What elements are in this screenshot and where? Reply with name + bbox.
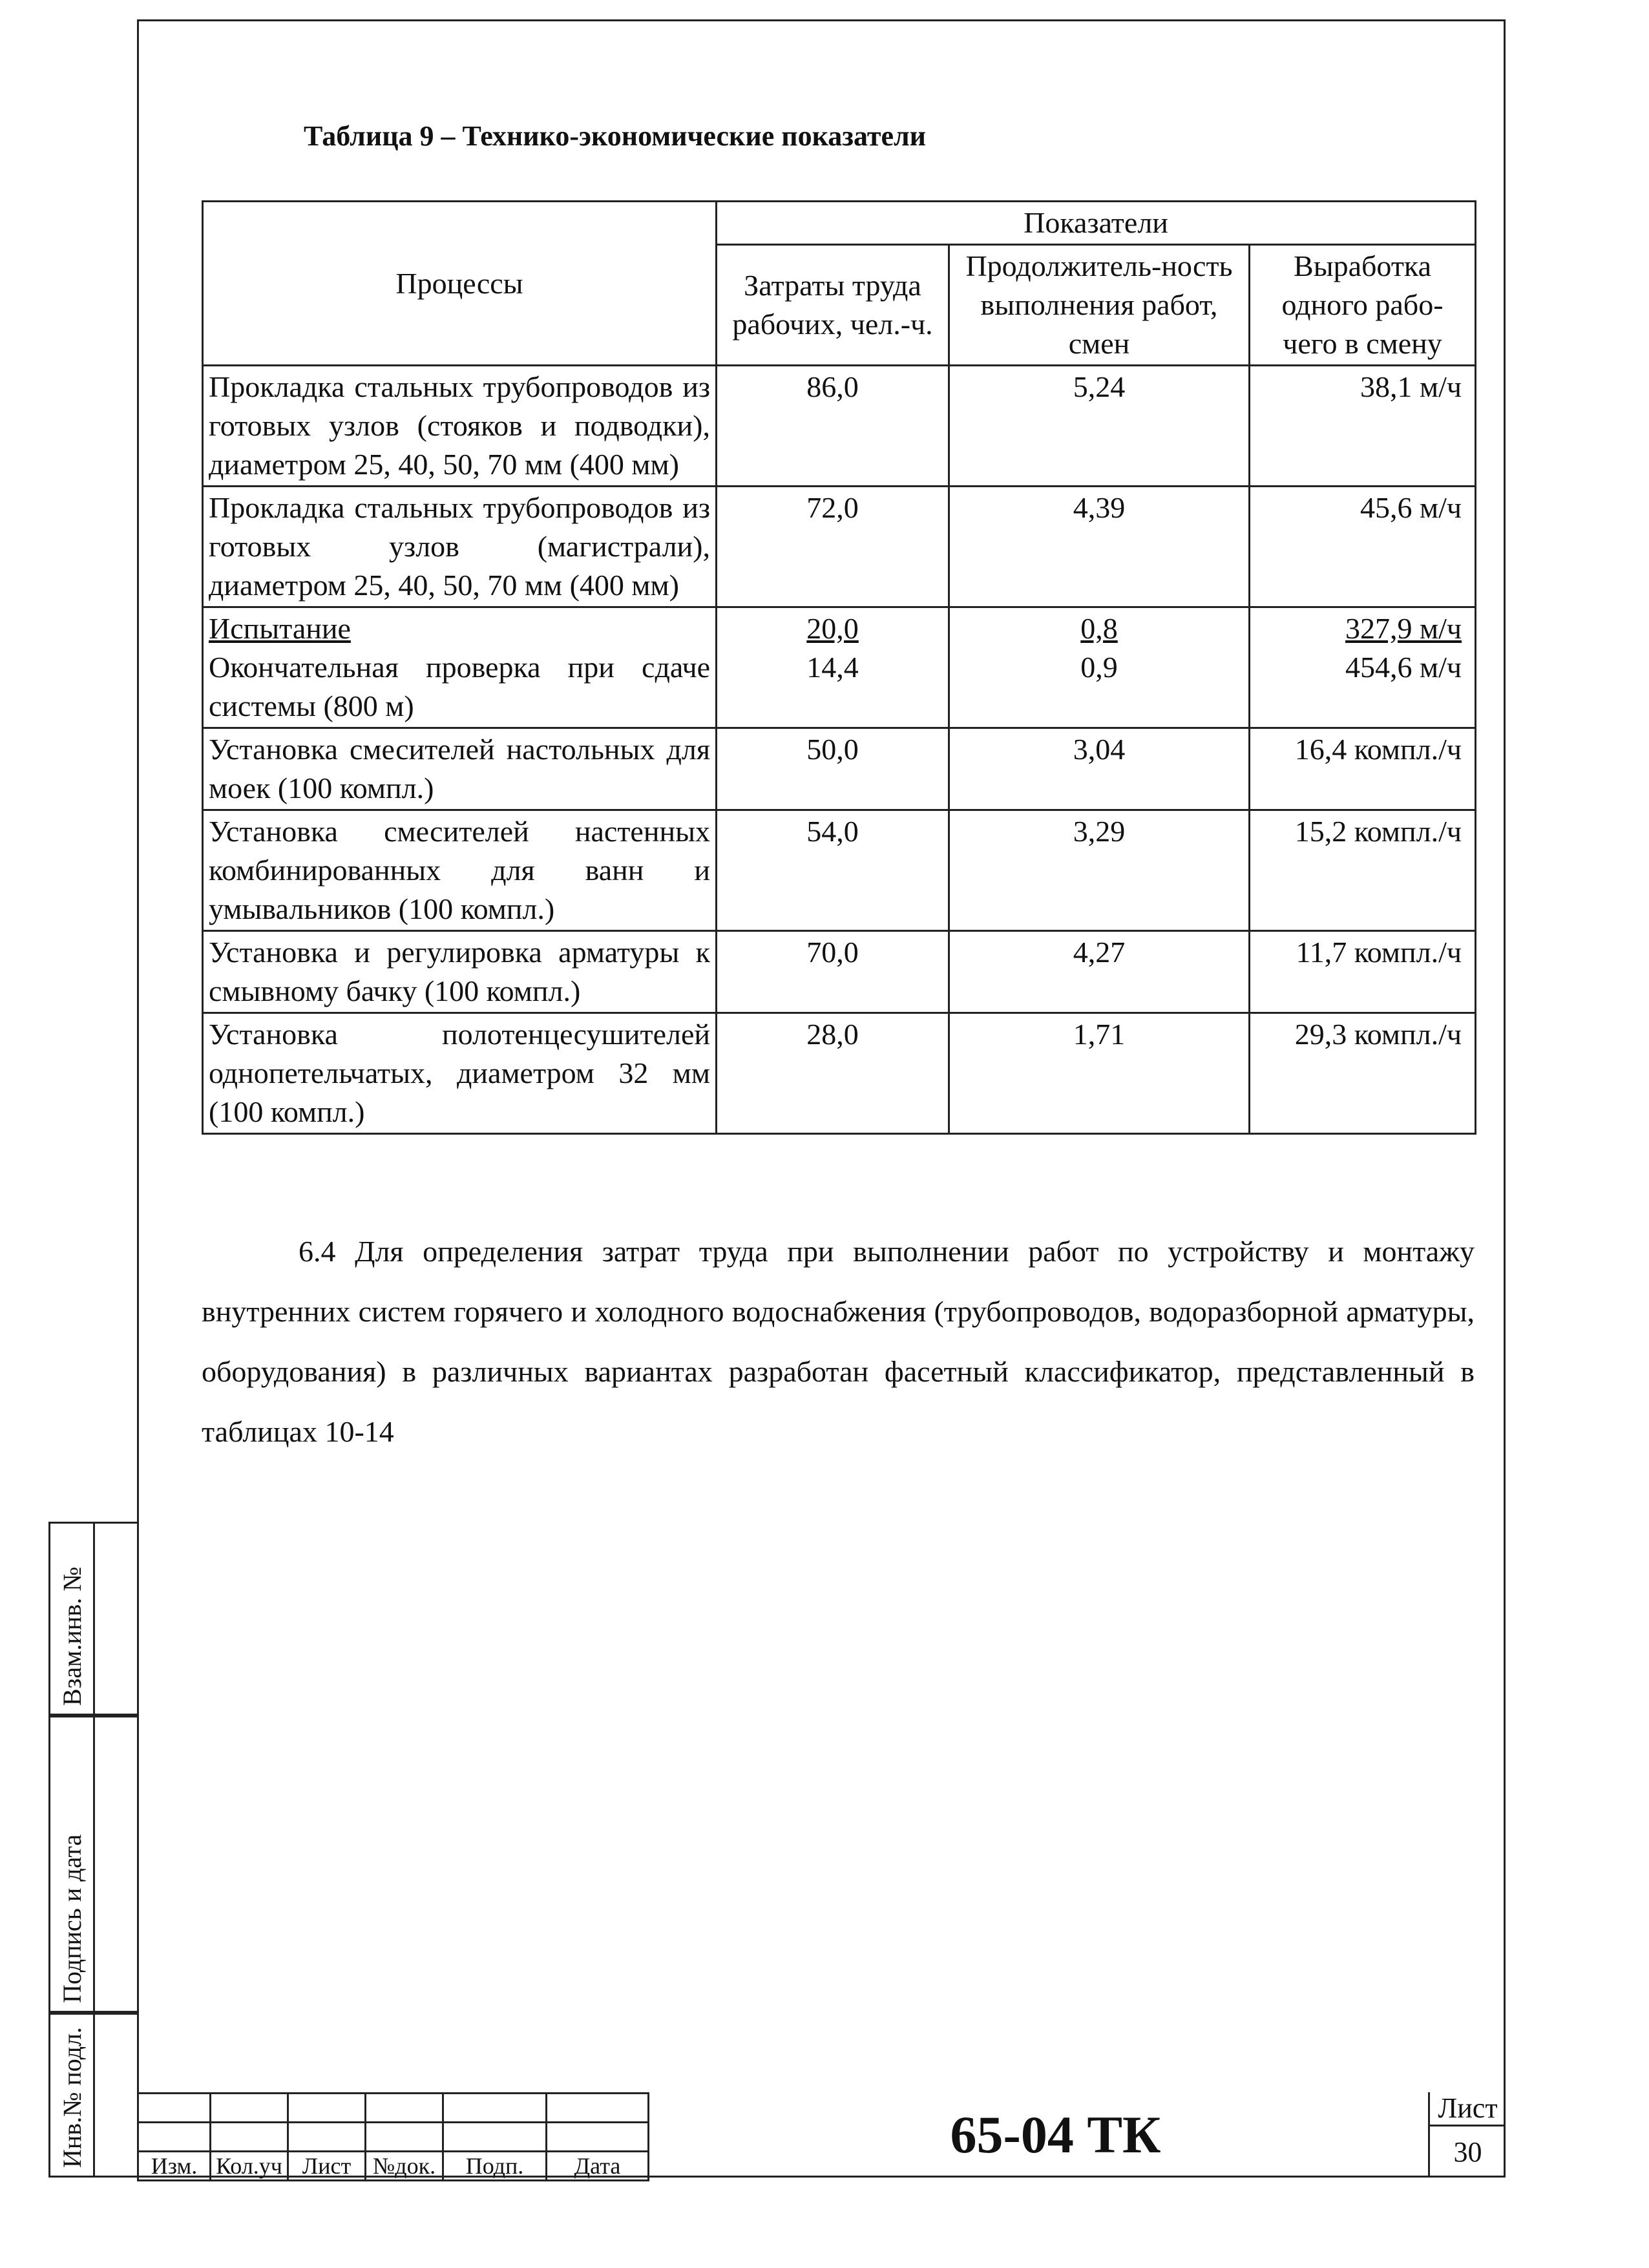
labor-cell: 50,0 [717,728,949,810]
process-cell: Установка смесителей настольных для моек (100 компл.) [203,728,717,810]
duration-cell: 3,04 [949,728,1250,810]
duration-cell: 4,39 [949,487,1250,607]
sheet-box [1428,2092,1506,2178]
side-podpis [48,1716,139,2013]
labor-cell: 86,0 [717,366,949,487]
stamp-podp: Подп. [443,2152,547,2181]
header-labor: Затраты труда рабочих, чел.-ч. [717,245,949,366]
side-label-vzam: Взам.инв. № [58,1566,87,1706]
process-test-label: Испытание [209,612,351,645]
table-row [203,931,1476,1013]
stamp-izm: Изм. [138,2152,211,2181]
sheet-number: 30 [1453,2136,1482,2168]
table-row [203,810,1476,931]
process-cell: Установка смесителей настенных комбинированных для ванн и умывальников (100 компл.) [203,810,717,931]
duration-cell: 4,27 [949,931,1250,1013]
process-cell: Установка полотенцесушителей однопетельчатых, диаметром 32 мм (100 компл.) [203,1013,717,1134]
table-row [203,487,1476,607]
output-value-2: 454,6 м/ч [1345,651,1462,684]
sheet-label: Лист [1430,2092,1506,2126]
table-row [203,607,1476,728]
title-block [137,2092,1506,2178]
side-vzam-inv [48,1522,139,1716]
process-cell: Прокладка стальных трубопроводов из готовых узлов (магистрали), диаметром 25, 40, 50, 70 мм (400 мм) [203,487,717,607]
side-label-inv-podl: Инв.№ подл. [58,2027,87,2168]
output-value: 327,9 м/ч [1345,612,1462,645]
labor-cell: 54,0 [717,810,949,931]
duration-value: 0,8 [1080,612,1118,645]
labor-cell: 72,0 [717,487,949,607]
table-title: Таблица 9 – Технико-экономические показатели [304,120,927,152]
revision-table [137,2092,649,2181]
stamp-data: Дата [547,2152,649,2181]
body-paragraph: 6.4 Для определения затрат труда при выполнении работ по устройству и монтажу внутренних систем горячего и холодного водоснабжения (трубопроводов, водоразборной арматуры, оборудования) в различных вариантах разработан фасетный классификатор, представленный в таблицах 10-14 [202,1235,1475,1448]
process-cell: Установка и регулировка арматуры к смывному бачку (100 компл.) [203,931,717,1013]
labor-cell: 28,0 [717,1013,949,1134]
duration-cell: 1,71 [949,1013,1250,1134]
labor-cell [717,607,949,728]
output-cell: 38,1 м/ч [1250,366,1476,487]
output-cell: 16,4 компл./ч [1250,728,1476,810]
table-row [203,728,1476,810]
output-cell: 15,2 компл./ч [1250,810,1476,931]
header-duration: Продолжитель-ность выполнения работ, смен [949,245,1250,366]
process-cell [203,607,717,728]
stamp-n-dok: №док. [366,2152,443,2181]
duration-cell: 3,29 [949,810,1250,931]
process-final-check-label: Окончательная проверка при сдаче системы (800 м) [209,651,710,722]
table-row [203,1013,1476,1134]
output-cell: 45,6 м/ч [1250,487,1476,607]
duration-value-2: 0,9 [1080,651,1118,684]
document-code: 65-04 ТК [647,2092,1462,2178]
labor-cell: 70,0 [717,931,949,1013]
labor-value: 20,0 [806,612,859,645]
stamp-kol-uch: Кол.уч [211,2152,288,2181]
header-indicators: Показатели [717,202,1476,245]
labor-value-2: 14,4 [806,651,859,684]
output-cell [1250,607,1476,728]
table-row [203,366,1476,487]
duration-cell [949,607,1250,728]
output-cell: 29,3 компл./ч [1250,1013,1476,1134]
duration-cell: 5,24 [949,366,1250,487]
process-cell: Прокладка стальных трубопроводов из готовых узлов (стояков и подводки), диаметром 25, 40, 50, 70 мм (400 мм) [203,366,717,487]
technical-economic-table [202,200,1476,1135]
stamp-list: Лист [288,2152,366,2181]
side-inv-podl [48,2013,139,2178]
output-cell: 11,7 компл./ч [1250,931,1476,1013]
header-processes: Процессы [203,202,717,366]
header-output: Выработка одного рабо-чего в смену [1250,245,1476,366]
side-label-podpis: Подпись и дата [58,1834,87,2003]
